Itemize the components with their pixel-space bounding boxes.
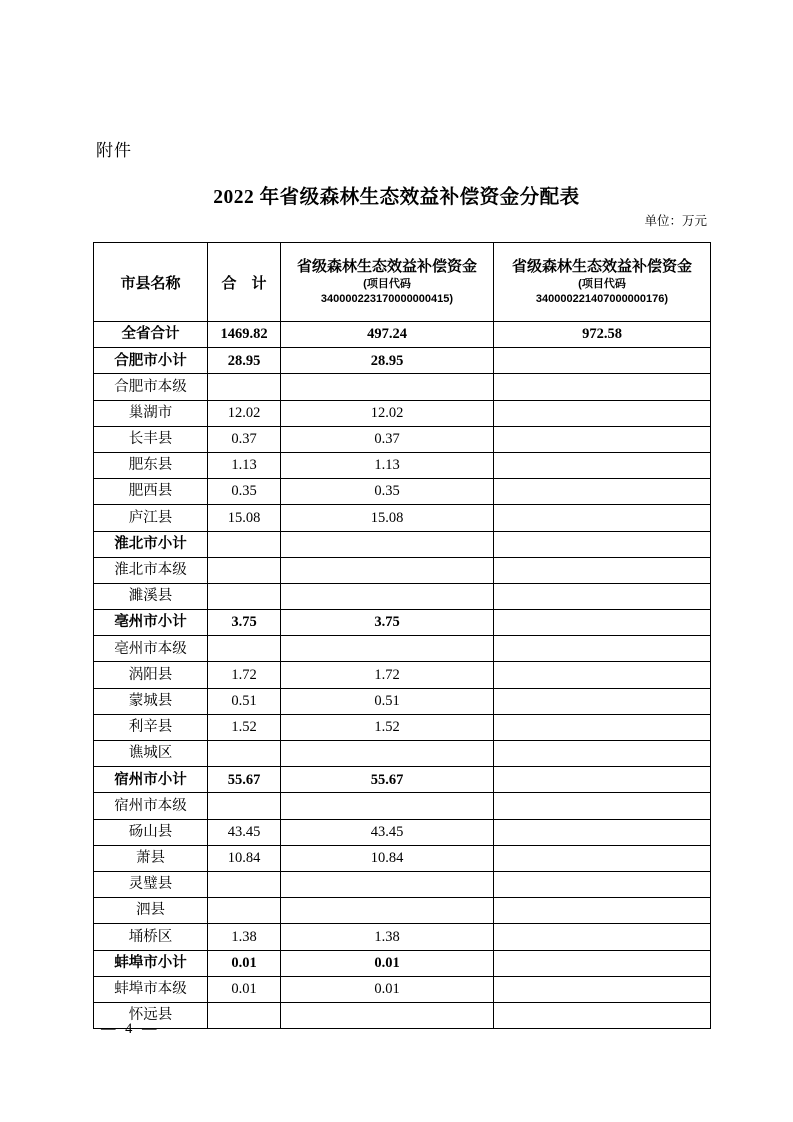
total-cell: 55.67 — [208, 767, 281, 793]
total-cell — [208, 1002, 281, 1028]
region-name-cell: 怀远县 — [94, 1002, 208, 1028]
allocation-table — [93, 242, 711, 1029]
table-row — [94, 583, 711, 609]
region-name-cell: 庐江县 — [94, 505, 208, 531]
region-name-cell: 淮北市本级 — [94, 557, 208, 583]
fund2-cell — [494, 557, 711, 583]
fund2-cell — [494, 714, 711, 740]
fund1-cell: 3.75 — [281, 610, 494, 636]
region-name-cell: 涡阳县 — [94, 662, 208, 688]
unit-note: 单位：万元 — [644, 214, 707, 228]
page-number: — 4 — — [101, 1021, 160, 1037]
table-row — [94, 374, 711, 400]
table-row — [94, 348, 711, 374]
table-row — [94, 557, 711, 583]
table-row — [94, 505, 711, 531]
fund2-cell — [494, 400, 711, 426]
table-row — [94, 1002, 711, 1028]
column-header-project-code-prefix: (项目代码 — [363, 278, 411, 291]
region-name-cell: 埇桥区 — [94, 924, 208, 950]
fund1-cell: 1.38 — [281, 924, 494, 950]
total-cell — [208, 583, 281, 609]
table-row — [94, 322, 711, 348]
column-header-total: 合 计 — [208, 243, 281, 322]
fund2-cell — [494, 688, 711, 714]
table-body — [94, 322, 711, 1029]
table-row — [94, 610, 711, 636]
table-row — [94, 636, 711, 662]
region-name-cell: 亳州市小计 — [94, 610, 208, 636]
header-row — [94, 243, 711, 322]
fund2-cell — [494, 531, 711, 557]
total-cell: 0.51 — [208, 688, 281, 714]
column-header-project-code: 340000223170000000415) — [320, 293, 454, 306]
total-cell: 10.84 — [208, 845, 281, 871]
region-name-cell: 利辛县 — [94, 714, 208, 740]
column-header-name: 市县名称 — [94, 243, 208, 322]
region-name-cell: 谯城区 — [94, 741, 208, 767]
total-cell: 28.95 — [208, 348, 281, 374]
fund1-cell: 1.52 — [281, 714, 494, 740]
total-cell — [208, 636, 281, 662]
fund1-cell: 55.67 — [281, 767, 494, 793]
total-cell: 0.01 — [208, 976, 281, 1002]
fund1-cell — [281, 583, 494, 609]
table-row — [94, 452, 711, 478]
fund1-cell: 0.01 — [281, 976, 494, 1002]
fund2-cell — [494, 871, 711, 897]
region-name-cell: 蚌埠市本级 — [94, 976, 208, 1002]
table-row — [94, 741, 711, 767]
fund1-cell: 1.72 — [281, 662, 494, 688]
region-name-cell: 砀山县 — [94, 819, 208, 845]
fund1-cell: 15.08 — [281, 505, 494, 531]
total-cell: 12.02 — [208, 400, 281, 426]
fund1-cell: 0.37 — [281, 426, 494, 452]
table-row — [94, 793, 711, 819]
fund2-cell: 972.58 — [494, 322, 711, 348]
total-cell: 1.13 — [208, 452, 281, 478]
fund1-cell: 12.02 — [281, 400, 494, 426]
table-row — [94, 426, 711, 452]
fund1-cell — [281, 793, 494, 819]
total-cell — [208, 741, 281, 767]
fund1-cell: 497.24 — [281, 322, 494, 348]
fund2-cell — [494, 610, 711, 636]
region-name-cell: 灵璧县 — [94, 871, 208, 897]
fund2-cell — [494, 924, 711, 950]
fund2-cell — [494, 898, 711, 924]
region-name-cell: 宿州市小计 — [94, 767, 208, 793]
column-header-main-label: 省级森林生态效益补偿资金 — [511, 258, 692, 276]
region-name-cell: 萧县 — [94, 845, 208, 871]
fund2-cell — [494, 452, 711, 478]
fund2-cell — [494, 505, 711, 531]
total-cell: 3.75 — [208, 610, 281, 636]
fund1-cell: 1.13 — [281, 452, 494, 478]
total-cell: 1.38 — [208, 924, 281, 950]
table-row — [94, 950, 711, 976]
fund2-cell — [494, 348, 711, 374]
fund1-cell: 10.84 — [281, 845, 494, 871]
fund2-cell — [494, 819, 711, 845]
fund1-cell — [281, 1002, 494, 1028]
table-row — [94, 662, 711, 688]
fund2-cell — [494, 583, 711, 609]
fund2-cell — [494, 374, 711, 400]
table-row — [94, 819, 711, 845]
total-cell — [208, 898, 281, 924]
fund2-cell — [494, 845, 711, 871]
fund1-cell — [281, 898, 494, 924]
fund2-cell — [494, 426, 711, 452]
table-row — [94, 845, 711, 871]
fund1-cell: 0.35 — [281, 479, 494, 505]
total-cell: 1469.82 — [208, 322, 281, 348]
region-name-cell: 长丰县 — [94, 426, 208, 452]
region-name-cell: 蚌埠市小计 — [94, 950, 208, 976]
fund2-cell — [494, 1002, 711, 1028]
attachment-label: 附件 — [96, 141, 132, 160]
table-row — [94, 924, 711, 950]
page-title: 2022 年省级森林生态效益补偿资金分配表 — [213, 187, 580, 208]
region-name-cell: 亳州市本级 — [94, 636, 208, 662]
region-name-cell: 肥西县 — [94, 479, 208, 505]
total-cell: 0.35 — [208, 479, 281, 505]
column-header-project-code-prefix: (项目代码 — [578, 278, 626, 291]
region-name-cell: 泗县 — [94, 898, 208, 924]
total-cell — [208, 793, 281, 819]
fund2-cell — [494, 662, 711, 688]
table-row — [94, 531, 711, 557]
total-cell: 15.08 — [208, 505, 281, 531]
fund2-cell — [494, 741, 711, 767]
table-row — [94, 714, 711, 740]
total-cell — [208, 871, 281, 897]
fund1-cell: 43.45 — [281, 819, 494, 845]
column-header-main-label: 省级森林生态效益补偿资金 — [296, 258, 477, 276]
total-cell — [208, 557, 281, 583]
column-header-project-code: 340000221407000000176) — [535, 293, 669, 306]
table-row — [94, 688, 711, 714]
fund2-cell — [494, 950, 711, 976]
table-row — [94, 871, 711, 897]
region-name-cell: 合肥市小计 — [94, 348, 208, 374]
region-name-cell: 肥东县 — [94, 452, 208, 478]
fund1-cell: 0.51 — [281, 688, 494, 714]
table-row — [94, 400, 711, 426]
fund2-cell — [494, 636, 711, 662]
fund1-cell — [281, 636, 494, 662]
region-name-cell: 濉溪县 — [94, 583, 208, 609]
fund1-cell: 0.01 — [281, 950, 494, 976]
fund2-cell — [494, 976, 711, 1002]
total-cell: 43.45 — [208, 819, 281, 845]
region-name-cell: 合肥市本级 — [94, 374, 208, 400]
region-name-cell: 宿州市本级 — [94, 793, 208, 819]
fund1-cell: 28.95 — [281, 348, 494, 374]
table-row — [94, 976, 711, 1002]
region-name-cell: 蒙城县 — [94, 688, 208, 714]
column-header-fund2 — [494, 243, 711, 322]
total-cell — [208, 374, 281, 400]
fund2-cell — [494, 479, 711, 505]
fund2-cell — [494, 793, 711, 819]
fund1-cell — [281, 741, 494, 767]
fund1-cell — [281, 374, 494, 400]
total-cell — [208, 531, 281, 557]
table-row — [94, 898, 711, 924]
region-name-cell: 全省合计 — [94, 322, 208, 348]
column-header-fund1 — [281, 243, 494, 322]
total-cell: 1.52 — [208, 714, 281, 740]
table-row — [94, 767, 711, 793]
region-name-cell: 巢湖市 — [94, 400, 208, 426]
fund2-cell — [494, 767, 711, 793]
fund1-cell — [281, 531, 494, 557]
region-name-cell: 淮北市小计 — [94, 531, 208, 557]
fund1-cell — [281, 871, 494, 897]
table-header — [94, 243, 711, 322]
total-cell: 1.72 — [208, 662, 281, 688]
total-cell: 0.37 — [208, 426, 281, 452]
total-cell: 0.01 — [208, 950, 281, 976]
fund1-cell — [281, 557, 494, 583]
table-row — [94, 479, 711, 505]
